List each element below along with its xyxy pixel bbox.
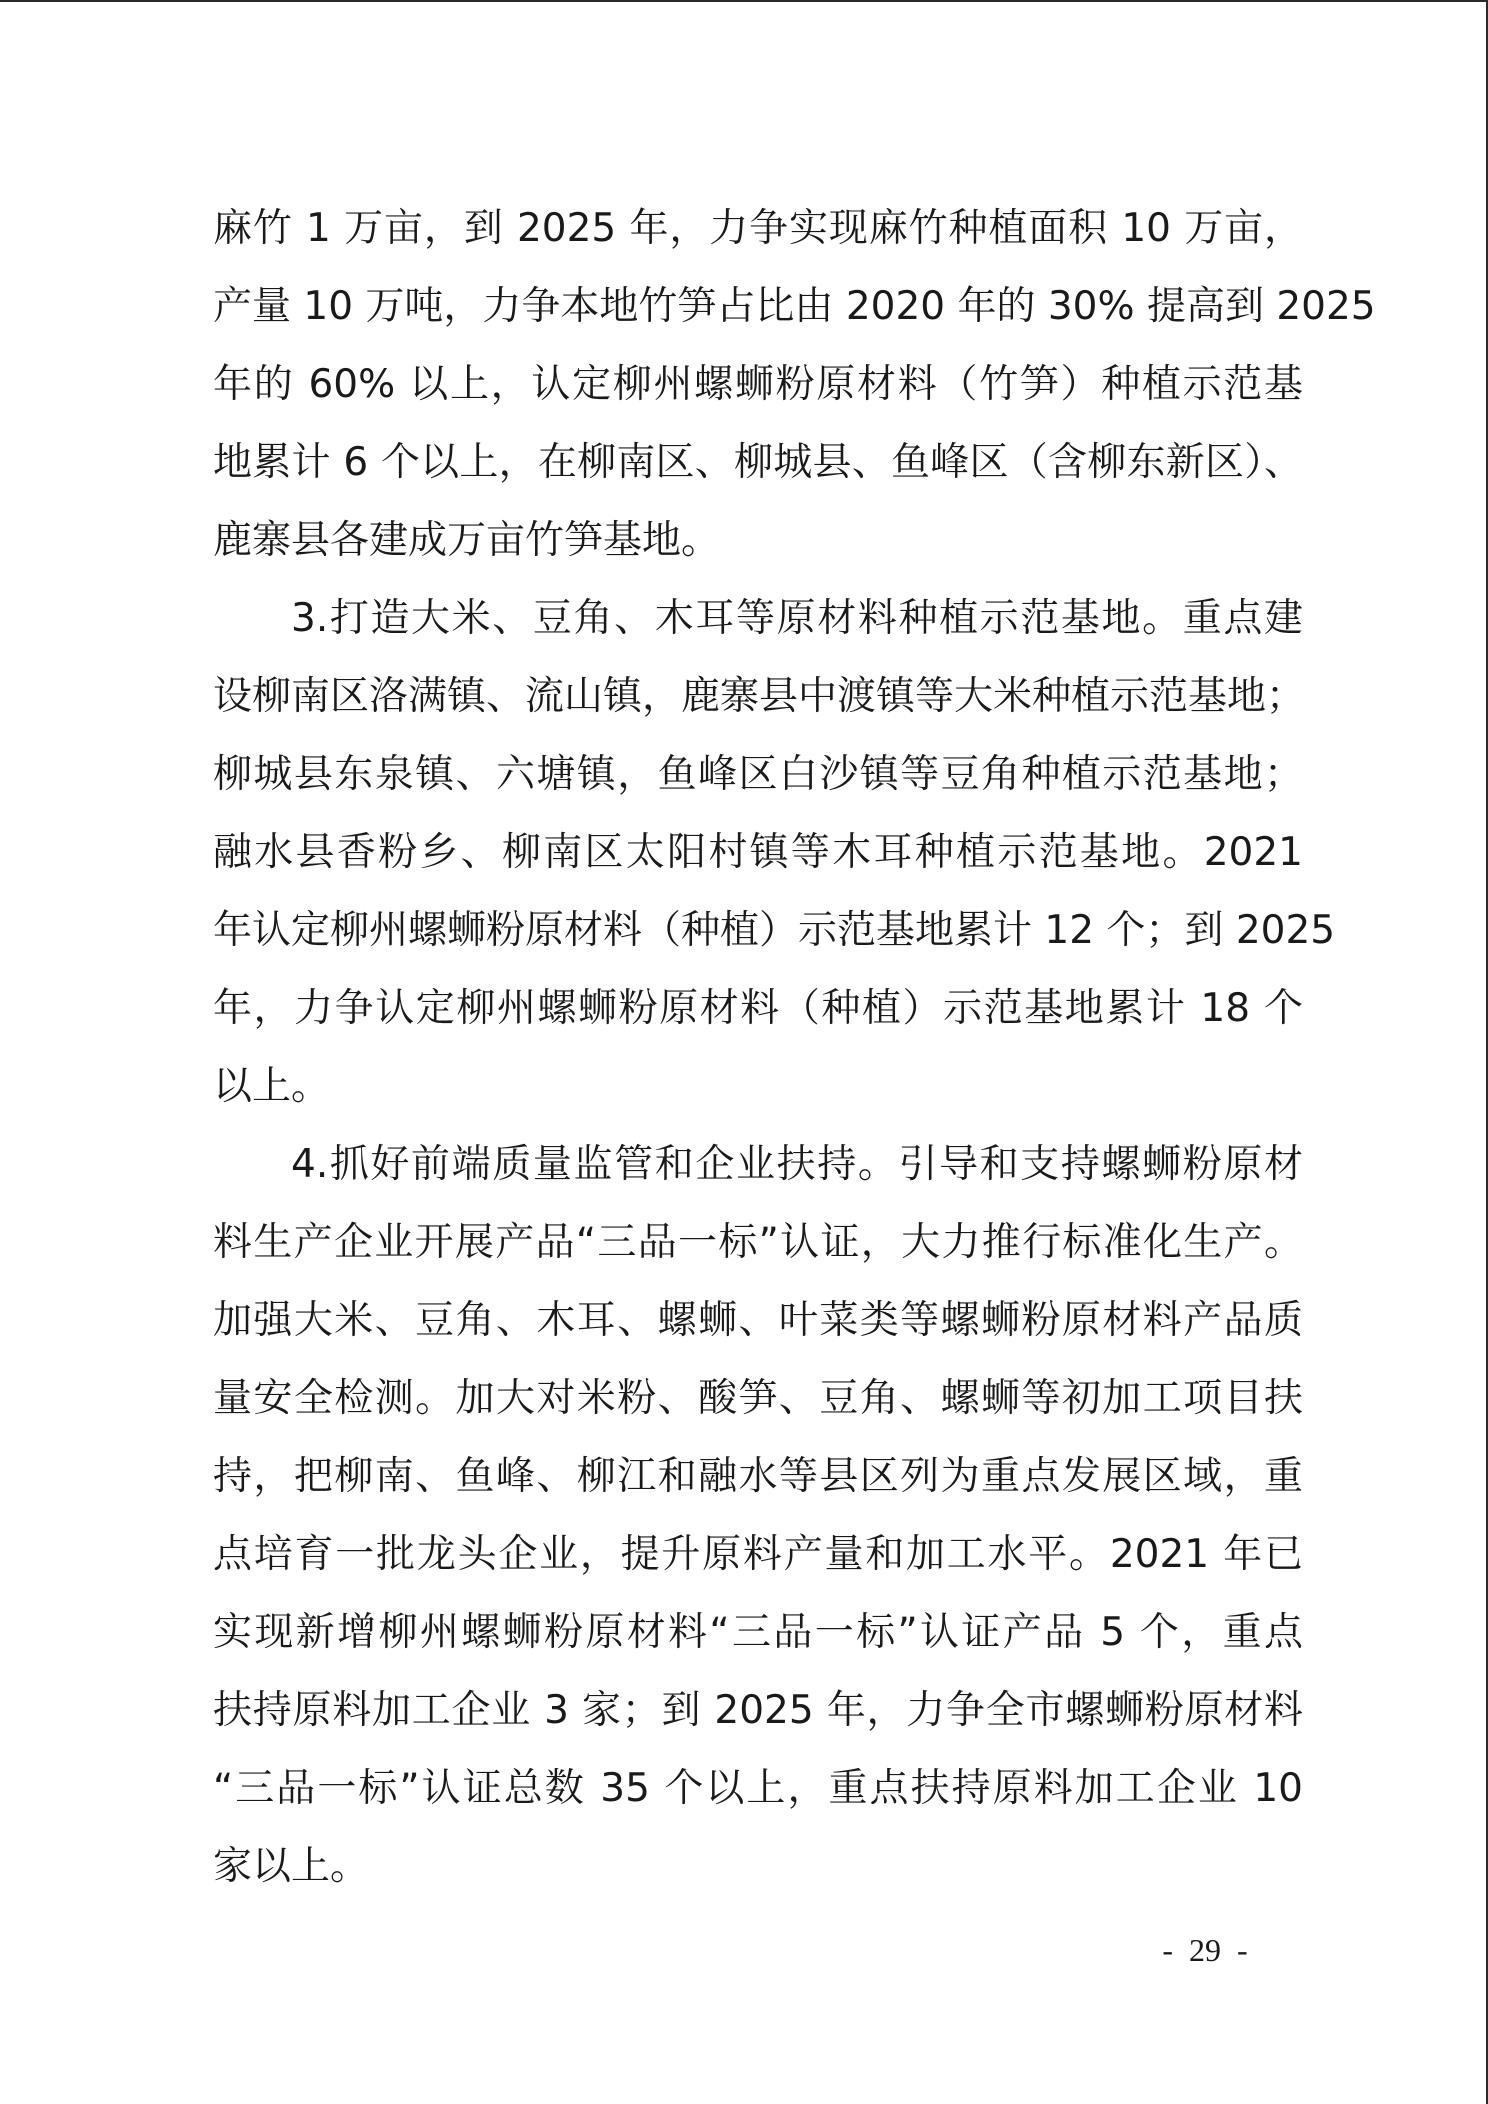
- text-line: 年，力争认定柳州螺蛳粉原材料（种植）示范基地累计 18 个: [213, 986, 1303, 1031]
- text-line: 点培育一批龙头企业，提升原料产量和加工水平。2021 年已: [213, 1532, 1303, 1577]
- text-line: 柳城县东泉镇、六塘镇，鱼峰区白沙镇等豆角种植示范基地；: [213, 752, 1303, 797]
- paragraph-heading-3: 3.打造大米、豆角、木耳等原材料种植示范基地。重点建: [291, 596, 1303, 641]
- text-line: 以上。: [213, 1064, 331, 1109]
- text-line: 家以上。: [213, 1844, 370, 1889]
- text-line: “三品一标”认证总数 35 个以上，重点扶持原料加工企业 10: [213, 1766, 1303, 1811]
- text-line: 鹿寨县各建成万亩竹笋基地。: [213, 518, 721, 563]
- text-line: 持，把柳南、鱼峰、柳江和融水等县区列为重点发展区域，重: [213, 1454, 1303, 1499]
- body-text: [213, 190, 1376, 1906]
- paragraph-heading-4: 4.抓好前端质量监管和企业扶持。引导和支持螺蛳粉原材: [291, 1142, 1303, 1187]
- text-line: 产量 10 万吨，力争本地竹笋占比由 2020 年的 30% 提高到 2025: [213, 284, 1376, 329]
- text-line: 实现新增柳州螺蛳粉原材料“三品一标”认证产品 5 个，重点: [213, 1610, 1303, 1655]
- page-number: - 29 -: [1162, 1932, 1248, 1968]
- text-line: 扶持原料加工企业 3 家；到 2025 年，力争全市螺蛳粉原材料: [213, 1688, 1303, 1733]
- text-line: 料生产企业开展产品“三品一标”认证，大力推行标准化生产。: [213, 1220, 1303, 1265]
- text-line: 加强大米、豆角、木耳、螺蛳、叶菜类等螺蛳粉原材料产品质: [213, 1298, 1303, 1343]
- text-line: 融水县香粉乡、柳南区太阳村镇等木耳种植示范基地。2021: [213, 830, 1303, 875]
- text-line: 设柳南区洛满镇、流山镇，鹿寨县中渡镇等大米种植示范基地；: [213, 674, 1306, 719]
- top-border-line: [0, 0, 1488, 2]
- text-line: 年认定柳州螺蛳粉原材料（种植）示范基地累计 12 个；到 2025: [213, 908, 1336, 953]
- text-line: 年的 60% 以上，认定柳州螺蛳粉原材料（竹笋）种植示范基: [213, 362, 1303, 407]
- text-line: 麻竹 1 万亩，到 2025 年，力争实现麻竹种植面积 10 万亩，: [213, 206, 1303, 251]
- text-line: 量安全检测。加大对米粉、酸笋、豆角、螺蛳等初加工项目扶: [213, 1376, 1303, 1421]
- text-line: 地累计 6 个以上，在柳南区、柳城县、鱼峰区（含柳东新区）、: [213, 440, 1303, 485]
